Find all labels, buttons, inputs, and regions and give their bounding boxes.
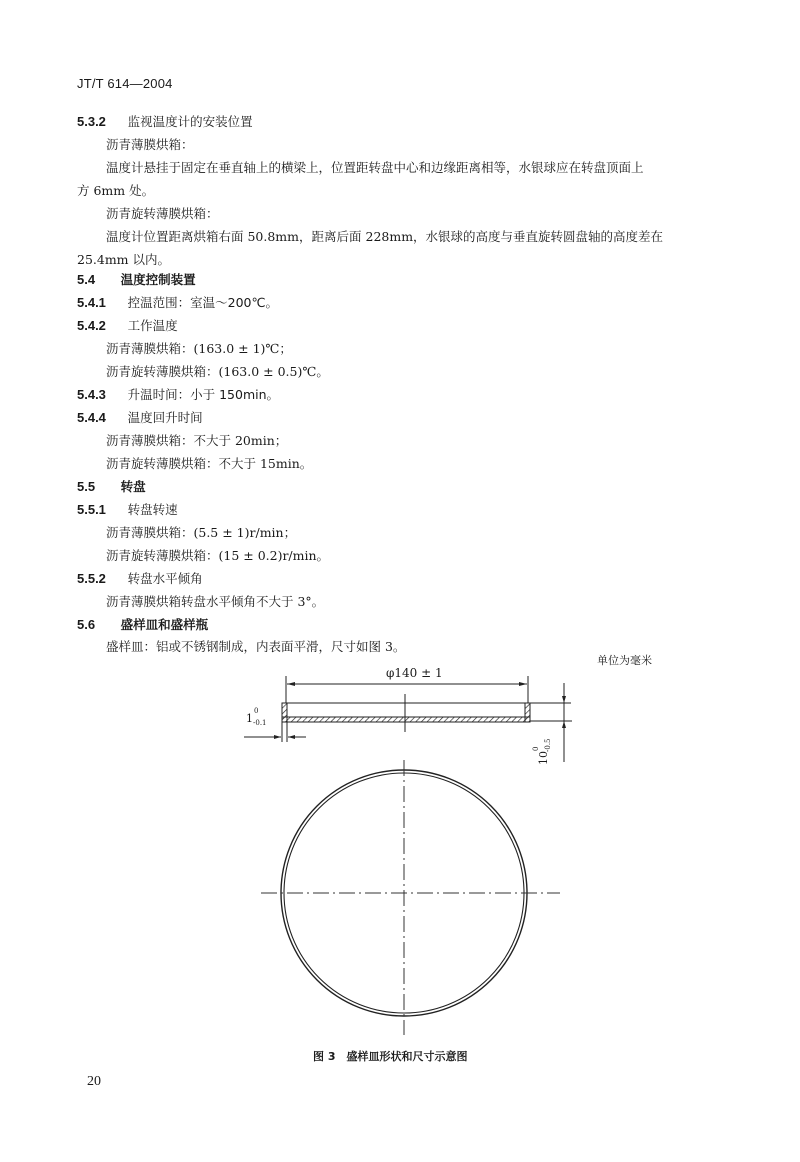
section-number: 5.4.4 — [77, 410, 106, 425]
paragraph: 沥青薄膜烘箱： — [106, 137, 194, 152]
paragraph: 沥青薄膜烘箱：不大于 20min； — [106, 433, 288, 448]
paragraph: 沥青薄膜烘箱：(5.5 ± 1)r/min； — [106, 525, 297, 540]
paragraph: 沥青旋转薄膜烘箱： — [106, 206, 219, 221]
section-number: 5.4.3 — [77, 387, 106, 402]
paragraph: 沥青旋转薄膜烘箱：(163.0 ± 0.5)℃。 — [106, 364, 329, 379]
section-title: 转盘转速 — [127, 502, 178, 517]
paragraph: 25.4mm 以内。 — [77, 252, 171, 267]
section-title: 升温时间：小于 150min。 — [127, 387, 280, 402]
standard-code-header: JT/T 614—2004 — [77, 76, 173, 91]
section-title: 盛样皿和盛样瓶 — [120, 617, 209, 632]
dim-base: 1 — [246, 712, 253, 725]
height-dimension-label — [532, 738, 552, 765]
paragraph: 盛样皿：铝或不锈钢制成，内表面平滑，尺寸如图 3。 — [106, 639, 406, 654]
section-title: 控温范围：室温～200℃。 — [127, 295, 279, 310]
section-number: 5.3.2 — [77, 114, 106, 129]
paragraph: 温度计位置距离烘箱右面 50.8mm，距离后面 228mm，水银球的高度与垂直旋转圆盘轴的高度差在 — [106, 229, 664, 244]
paragraph: 沥青薄膜烘箱转盘水平倾角不大于 3°。 — [106, 594, 325, 609]
dim-lower-tol: -0.1 — [253, 719, 267, 727]
section-title: 监视温度计的安装位置 — [127, 114, 253, 129]
unit-label: 单位为毫米 — [597, 654, 652, 667]
dim-upper-tol: 0 — [532, 746, 540, 751]
paragraph: 沥青旋转薄膜烘箱：(15 ± 0.2)r/min。 — [106, 548, 330, 563]
diameter-dimension-label: φ140 ± 1 — [386, 666, 443, 680]
section-number: 5.5.1 — [77, 502, 106, 517]
section-number: 5.4.1 — [77, 295, 106, 310]
paragraph: 沥青薄膜烘箱：(163.0 ± 1)℃； — [106, 341, 292, 356]
section-title: 转盘 — [120, 479, 146, 494]
dim-lower-tol: -0.5 — [544, 738, 552, 752]
paragraph: 温度计悬挂于固定在垂直轴上的横梁上，位置距转盘中心和边缘距离相等，水银球应在转盘顶面上 — [106, 160, 644, 175]
paragraph: 沥青旋转薄膜烘箱：不大于 15min。 — [106, 456, 313, 471]
section-number: 5.6 — [77, 617, 96, 632]
dim-upper-tol: 0 — [254, 707, 259, 715]
section-title: 温度控制装置 — [120, 272, 196, 287]
section-number: 5.5.2 — [77, 571, 106, 586]
section-number: 5.4.2 — [77, 318, 106, 333]
thickness-dimension-label — [246, 707, 267, 727]
section-title: 温度回升时间 — [127, 410, 203, 425]
section-number: 5.5 — [77, 479, 96, 494]
page-number: 20 — [87, 1074, 101, 1089]
section-title: 转盘水平倾角 — [127, 571, 203, 586]
section-number: 5.4 — [77, 272, 96, 287]
dim-base: 10 — [537, 751, 550, 765]
paragraph: 方 6mm 处。 — [77, 183, 155, 198]
figure-caption: 图 3 盛样皿形状和尺寸示意图 — [313, 1050, 468, 1063]
section-title: 工作温度 — [127, 318, 178, 333]
